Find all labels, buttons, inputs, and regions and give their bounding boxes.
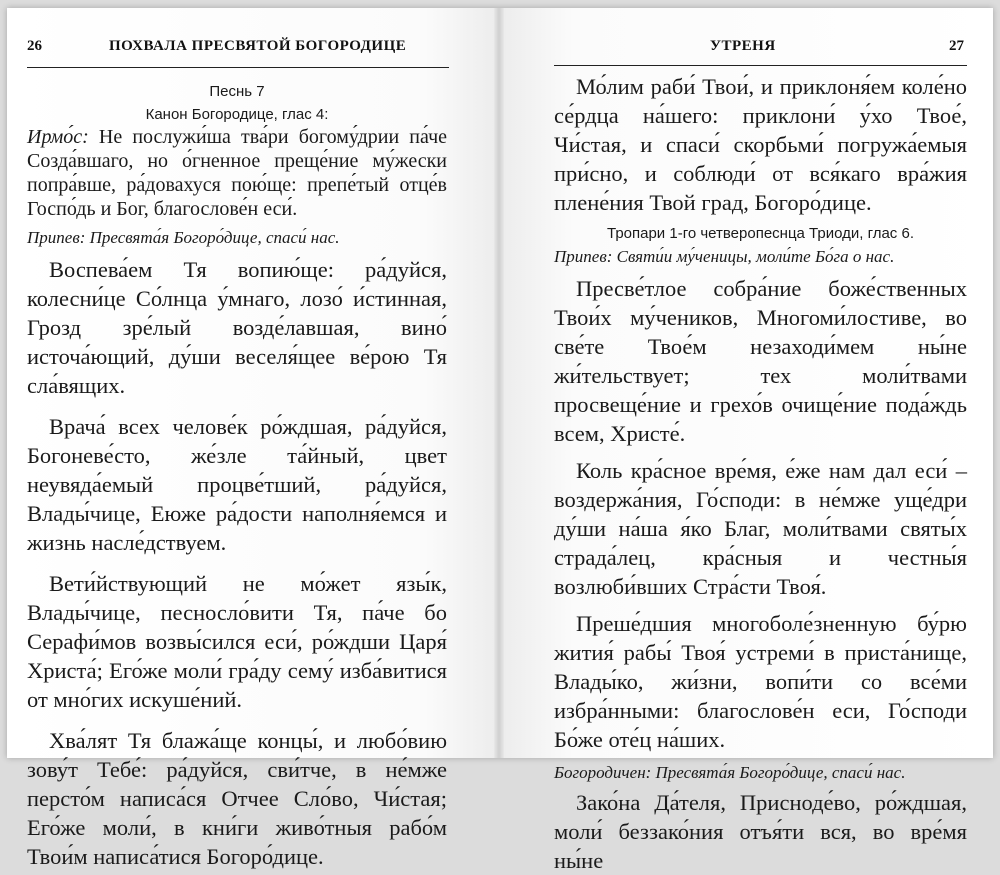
- left-page-number: 26: [27, 38, 42, 54]
- right-page: [499, 8, 993, 873]
- left-running-title: ПОХВАЛА ПРЕСВЯТОЙ БОГОРОДИЦЕ: [109, 38, 407, 54]
- theotokion-stanza: Зако́на Да́теля, Присноде́во, ро́ждшая, моли́ беззако́ния отъя́ти вся, во вре́мя ны́не: [554, 790, 967, 873]
- troparia-heading: Тропари 1-го четверопеснца Триоди, глас 6.: [607, 225, 914, 242]
- stanza: Вети́йствующий не мо́жет язы́к, Влады́чице, песносло́вити Тя, па́че бо Серафи́мов возвы́сился еси́, ро́ждши Царя́ Христа́; Его́же моли́ гра́ду сему́ изба́витися от мно́гих искуше́ний.: [27, 571, 447, 712]
- canon-heading: Канон Богородице, глас 4:: [145, 106, 329, 123]
- stanza: Коль кра́сное вре́мя, е́же нам дал еси́ – воздержа́ния, Го́споди: в не́мже уще́дри ду́ши на́ша я́ко Благ, моли́твами святы́х страда́лец, кра́сныя и честны́я возлюби́вших Стра́сти Твоя́.: [554, 458, 967, 599]
- right-page-header: [554, 38, 964, 60]
- right-page-number: 27: [949, 38, 964, 54]
- ode-heading: Песнь 7: [209, 83, 265, 100]
- continuation-stanza: Мо́лим раби́ Твои́, и приклоня́ем коле́но се́рдца на́шего: приклони́ у́хо Твое́, Чи́стая, и спаси́ скорбьми́ погружа́емыя при́сно, и соблюди́ от вся́каго вра́жия плене́ния Твой град, Богоро́дице.: [554, 74, 967, 215]
- right-running-title: УТРЕНЯ: [710, 38, 776, 54]
- stanza: Хва́лят Тя блажа́ще концы́, и любо́вию зову́т Тебе́: ра́дуйся, сви́тче, в не́мже персто́м написа́ся Отчее Сло́во, Чи́стая; Его́же моли́, в кни́ги живо́тныя рабо́м Твои́м написа́тися Богоро́дице.: [27, 728, 447, 869]
- book-gutter: [494, 8, 504, 758]
- left-page: [7, 8, 499, 869]
- irmos: [27, 125, 447, 221]
- irmos-text: Не послужи́ша тва́ри богому́дрии па́че Созда́вшаго, но о́гненное преще́ние му́жески попра́вше, ра́довахуся пою́ще: препе́тый отце́в Госпо́дь и Бог, благослове́н еси́.: [27, 126, 448, 220]
- refrain: Припев: Пресвята́я Богоро́дице, спаси́ нас.: [27, 228, 340, 247]
- refrain: Припев: Святи́и му́ченицы, моли́те Бо́га о нас.: [554, 247, 895, 266]
- theotokion-refrain: Богородичен: Пресвята́я Богоро́дице, спаси́ нас.: [554, 763, 906, 782]
- stanza: Врача́ всех челове́к ро́ждшая, ра́дуйся, Богоневе́сто, же́зле та́йный, цвет неувяда́емый процве́тший, ра́дуйся, Влады́чице, Еюже ра́дости наполня́емся и жизнь насле́дствуем.: [27, 414, 447, 555]
- book-spread: [7, 8, 993, 873]
- right-header-rule: [554, 65, 967, 66]
- irmos-label: Ирмо́с:: [27, 126, 89, 148]
- stanza: Преше́дшия многоболе́зненную бу́рю жития́ рабы́ Твоя́ устреми́ в приста́нище, Влады́ко, жи́зни, вопи́ти со все́ми избра́нными: благослове́н еси, Го́споди Бо́же оте́ц на́ших.: [554, 611, 967, 752]
- stanza: Пресве́тлое собра́ние боже́ственных Твои́х му́чеников, Многоми́лостиве, во све́те Твое́м незаходи́мем ны́не жи́тельствует; тех моли́твами просвеще́ние и грехо́в очище́ние пода́ждь всем, Христе́.: [554, 276, 967, 446]
- left-page-header: [27, 38, 477, 60]
- left-header-rule: [27, 67, 449, 68]
- left-page-body: [27, 77, 447, 871]
- stanza: Воспева́ем Тя вопию́ще: ра́дуйся, колесни́це Со́лнца у́мнаго, лозо́ и́стинная, Грозд зре́лый возде́лавшая, вино́ источа́ющий, ду́ши веселя́щее ве́рою Тя сла́вящих.: [27, 257, 447, 398]
- right-page-body: [554, 72, 967, 875]
